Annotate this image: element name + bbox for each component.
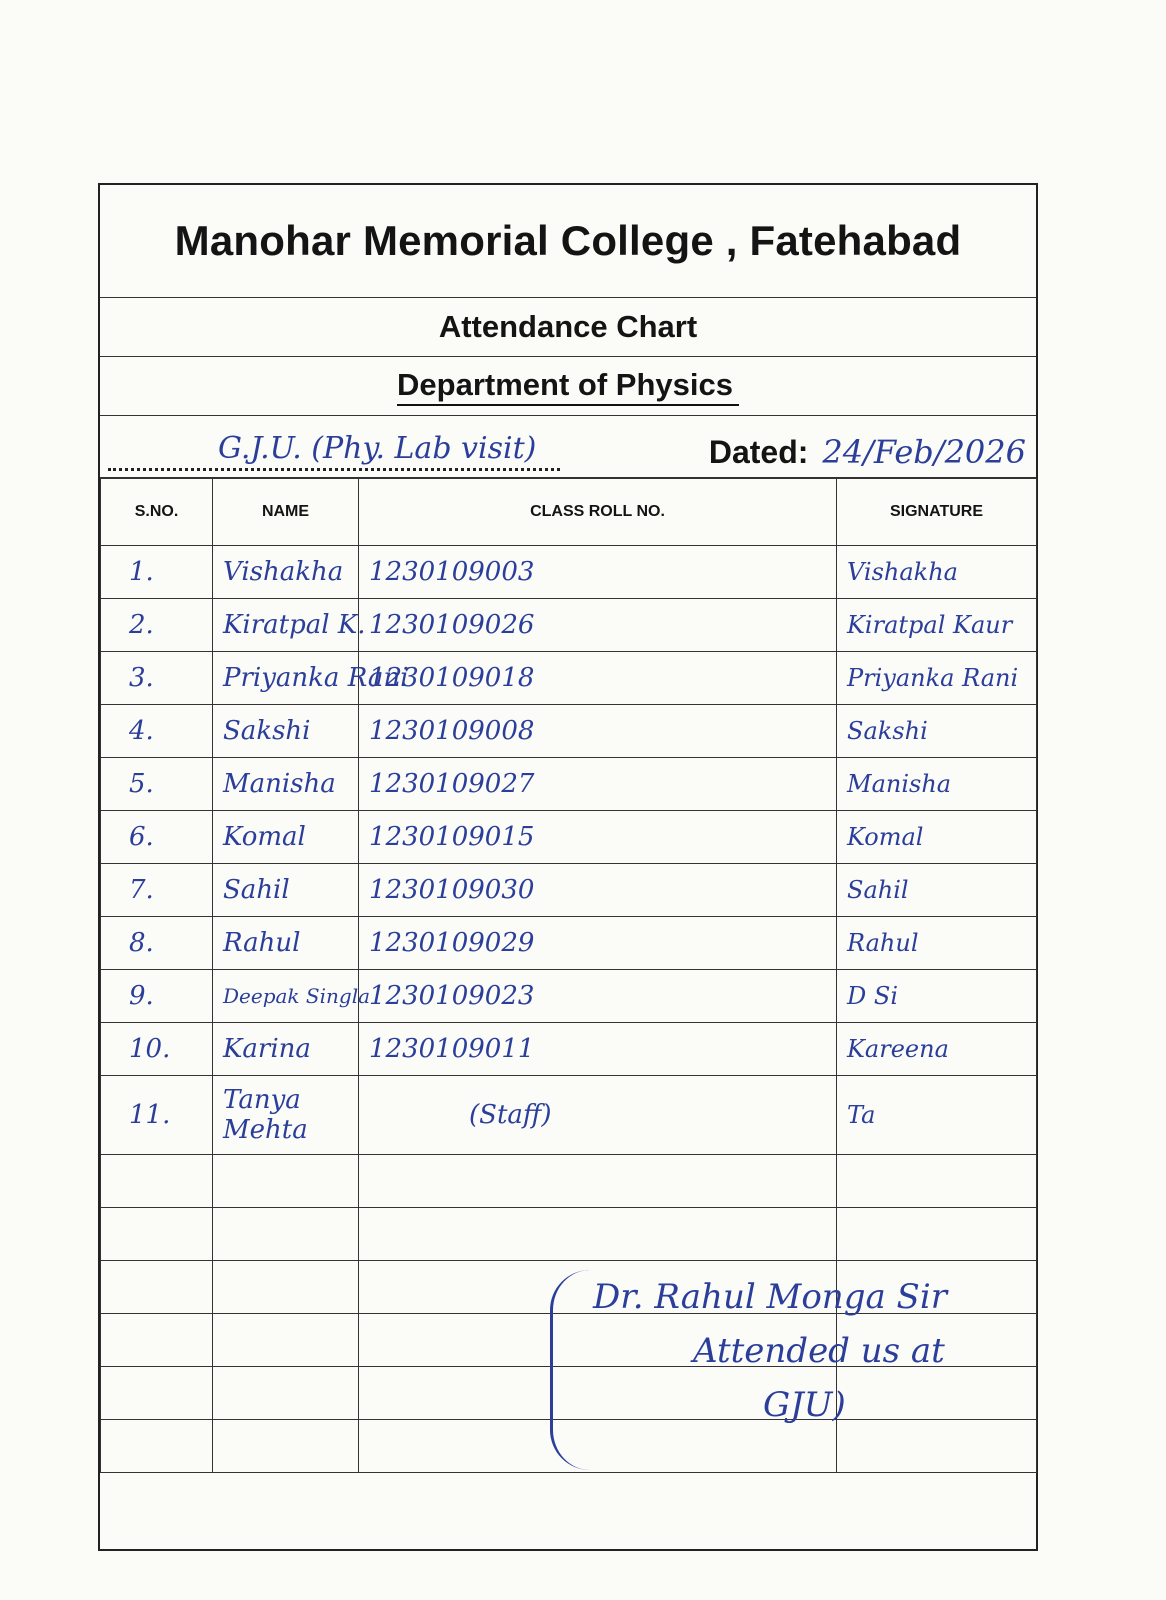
row-roll: 1230109003 (359, 546, 837, 599)
table-header-row (101, 479, 1037, 546)
table-row (101, 917, 1037, 970)
table-row (101, 705, 1037, 758)
row-signature: Komal (837, 811, 1037, 864)
row-name: Priyanka Rani (213, 652, 359, 705)
row-signature: Kiratpal Kaur (837, 599, 1037, 652)
row-signature: Rahul (837, 917, 1037, 970)
header-name: NAME (213, 479, 359, 546)
note-line-3: GJU) (763, 1385, 846, 1425)
dated-label: Dated: (708, 434, 809, 470)
row-sno: 4. (101, 705, 213, 758)
table-row (101, 970, 1037, 1023)
header-signature: SIGNATURE (837, 479, 1037, 546)
row-sno: 1. (101, 546, 213, 599)
row-name: Rahul (213, 917, 359, 970)
table-row (101, 652, 1037, 705)
row-name: Sakshi (213, 705, 359, 758)
dated-field (709, 433, 1026, 471)
table-row (101, 599, 1037, 652)
row-roll: 1230109023 (359, 970, 837, 1023)
row-signature: Priyanka Rani (837, 652, 1037, 705)
row-roll: 1230109029 (359, 917, 837, 970)
row-signature: Ta (837, 1076, 1037, 1155)
row-sno: 5. (101, 758, 213, 811)
college-title: Manohar Memorial College , Fatehabad (100, 185, 1036, 298)
row-sno: 9. (101, 970, 213, 1023)
table-row (101, 758, 1037, 811)
row-signature: Kareena (837, 1023, 1037, 1076)
header-sno: S.NO. (101, 479, 213, 546)
row-signature: Vishakha (837, 546, 1037, 599)
row-sno: 10. (101, 1023, 213, 1076)
table-row (101, 864, 1037, 917)
row-sno: 3. (101, 652, 213, 705)
dated-value: 24/Feb/2026 (822, 433, 1026, 471)
row-name: Karina (213, 1023, 359, 1076)
visit-note: G.J.U. (Phy. Lab visit) (108, 431, 560, 471)
department-title: Department of Physics (397, 367, 739, 406)
table-row (101, 811, 1037, 864)
row-signature: Sakshi (837, 705, 1037, 758)
row-sno: 8. (101, 917, 213, 970)
handwritten-note (550, 1270, 1030, 1470)
row-roll: 1230109008 (359, 705, 837, 758)
row-signature: D Si (837, 970, 1037, 1023)
row-name: Tanya Mehta (213, 1076, 359, 1155)
header-roll: CLASS ROLL NO. (359, 479, 837, 546)
row-roll: 1230109018 (359, 652, 837, 705)
row-roll: 1230109015 (359, 811, 837, 864)
note-line-2: Attended us at (693, 1331, 945, 1371)
row-sno: 7. (101, 864, 213, 917)
table-row-empty (101, 1155, 1037, 1208)
sheet-subtitle: Attendance Chart (100, 298, 1036, 357)
row-roll: 1230109030 (359, 864, 837, 917)
note-line-1: Dr. Rahul Monga Sir (593, 1277, 947, 1317)
row-signature: Sahil (837, 864, 1037, 917)
table-row-empty (101, 1208, 1037, 1261)
info-row (100, 416, 1036, 478)
row-sno: 6. (101, 811, 213, 864)
department-row (100, 357, 1036, 416)
row-name: Sahil (213, 864, 359, 917)
row-roll: (Staff) (359, 1076, 837, 1155)
row-name: Vishakha (213, 546, 359, 599)
row-roll: 1230109011 (359, 1023, 837, 1076)
row-signature: Manisha (837, 758, 1037, 811)
table-row (101, 1076, 1037, 1155)
row-name: Komal (213, 811, 359, 864)
table-row (101, 546, 1037, 599)
row-roll: 1230109027 (359, 758, 837, 811)
row-name: Deepak Singla (213, 970, 359, 1023)
row-sno: 11. (101, 1076, 213, 1155)
row-name: Manisha (213, 758, 359, 811)
row-roll: 1230109026 (359, 599, 837, 652)
table-row (101, 1023, 1037, 1076)
row-name: Kiratpal K. (213, 599, 359, 652)
row-sno: 2. (101, 599, 213, 652)
